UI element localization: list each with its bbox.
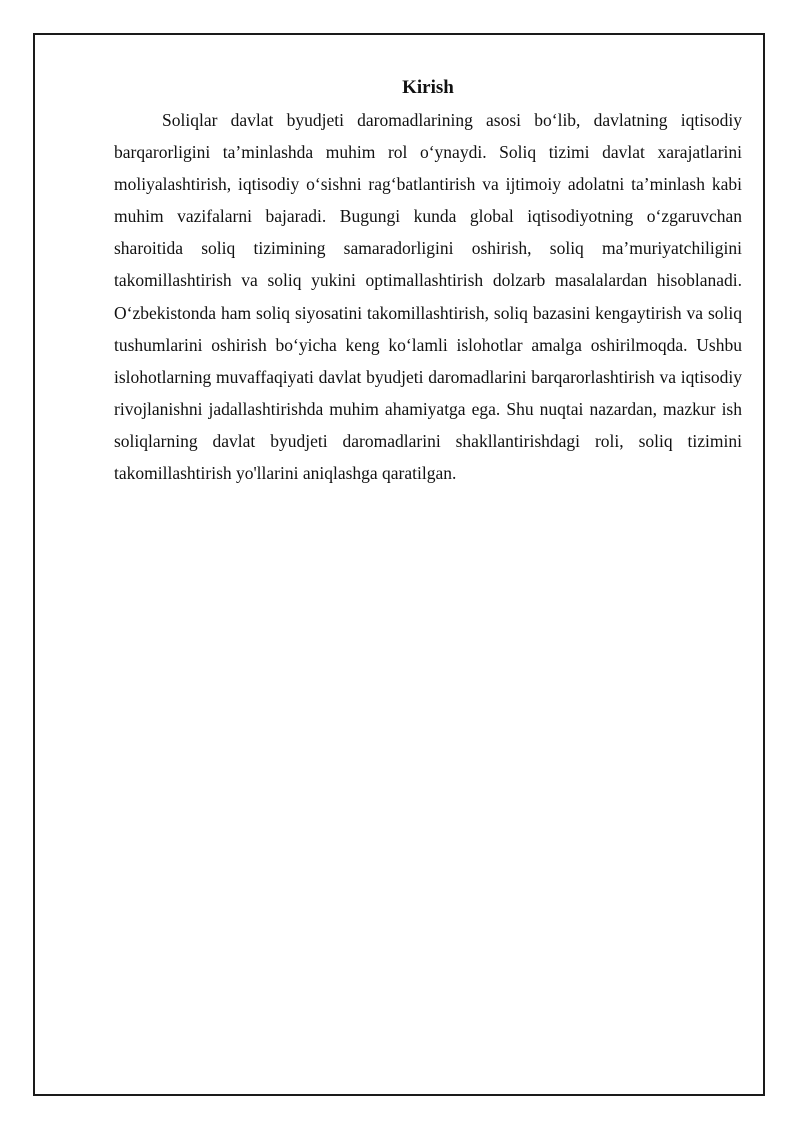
section-heading: Kirish [402,77,454,98]
document-body [114,74,742,489]
intro-paragraph: Soliqlar davlat byudjeti daromadlarining asosi boʻlib, davlatning iqtisodiy barqarorligini ta’minlashda muhim rol oʻynaydi. Soliq tizimi davlat xarajatlarini moliyalashtirish, iqtisodiy oʻsishni ragʻbatlantirish va ijtimoiy adolatni ta’minlash kabi muhim vazifalarni bajaradi. Bugungi kunda global iqtisodiyotning oʻzgaruvchan sharoitida soliq tizimining samaradorligini oshirish, soliq ma’muriyatchiligini takomillashtirish va soliq yukini optimallashtirish dolzarb masalalardan hisoblanadi. Oʻzbekistonda ham soliq siyosatini takomillashtirish, soliq bazasini kengaytirish va soliq tushumlarini oshirish boʻyicha keng koʻlamli islohotlar amalga oshirilmoqda. Ushbu islohotlarning muvaffaqiyati davlat byudjeti daromadlarini barqarorlashtirish va iqtisodiy rivojlanishni jadallashtirishda muhim ahamiyatga ega. Shu nuqtai nazardan, mazkur ish soliqlarning davlat byudjeti daromadlarini shakllantirishdagi roli, soliq tizimini takomillashtirish yo'llarini aniqlashga qaratilgan. [114,110,742,484]
